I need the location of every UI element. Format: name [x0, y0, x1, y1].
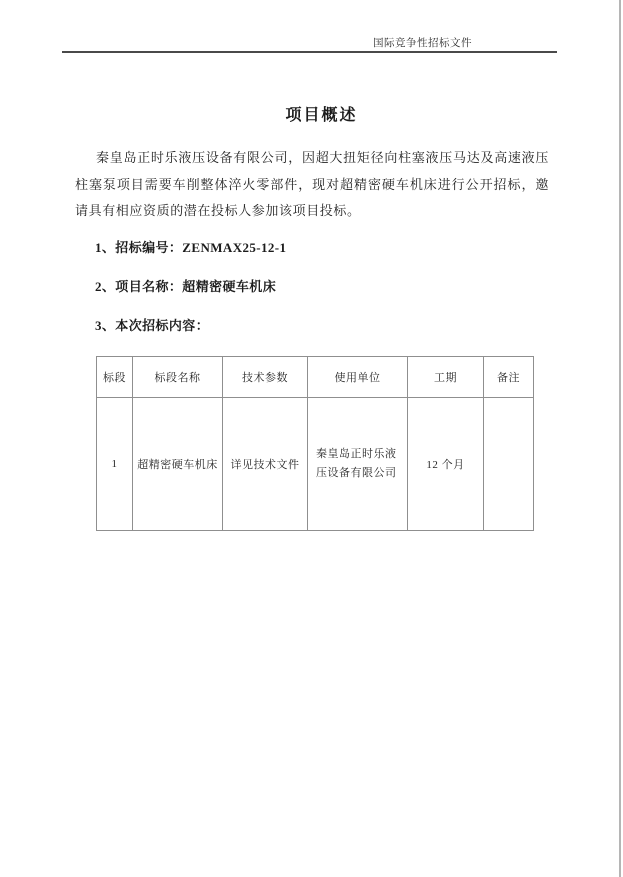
page-right-edge-line: [619, 0, 621, 877]
header-doc-label: 国际竞争性招标文件: [373, 38, 472, 49]
table-cell-duration: 12 个月: [408, 398, 484, 531]
table-row: [97, 398, 534, 531]
intro-paragraph: 秦皇岛正时乐液压设备有限公司，因超大扭矩径向柱塞液压马达及高速液压柱塞泵项目需要车削整体淬火零部件，现对超精密硬车机床进行公开招标，邀请具有相应资质的潜在投标人参加该项目投标。: [75, 150, 549, 218]
header-rule: [62, 51, 557, 53]
table-cell-section-name: 超精密硬车机床: [133, 398, 223, 531]
item-project-name: 2、项目名称：超精密硬车机床: [95, 279, 277, 294]
table-header-cell-using-unit: 使用单位: [308, 357, 408, 398]
page-title: 项目概述: [285, 107, 358, 124]
table-header-cell-remarks: 备注: [484, 357, 534, 398]
item-tender-number: 1、招标编号：ZENMAX25-12-1: [95, 240, 287, 255]
table-header-cell-duration: 工期: [408, 357, 484, 398]
table-header-row: [97, 357, 534, 398]
table-cell-using-unit: 秦皇岛正时乐液压设备有限公司: [308, 398, 408, 531]
tender-content-table: [96, 356, 534, 531]
table-cell-section: 1: [97, 398, 133, 531]
table-cell-tech-params: 详见技术文件: [223, 398, 308, 531]
table-header-cell-section-name: 标段名称: [133, 357, 223, 398]
table-cell-remarks: [484, 398, 534, 531]
table-header-cell-tech-params: 技术参数: [223, 357, 308, 398]
numbered-items: [95, 240, 286, 357]
table-header-cell-section: 标段: [97, 357, 133, 398]
item-tender-content: 3、本次招标内容：: [95, 318, 210, 333]
